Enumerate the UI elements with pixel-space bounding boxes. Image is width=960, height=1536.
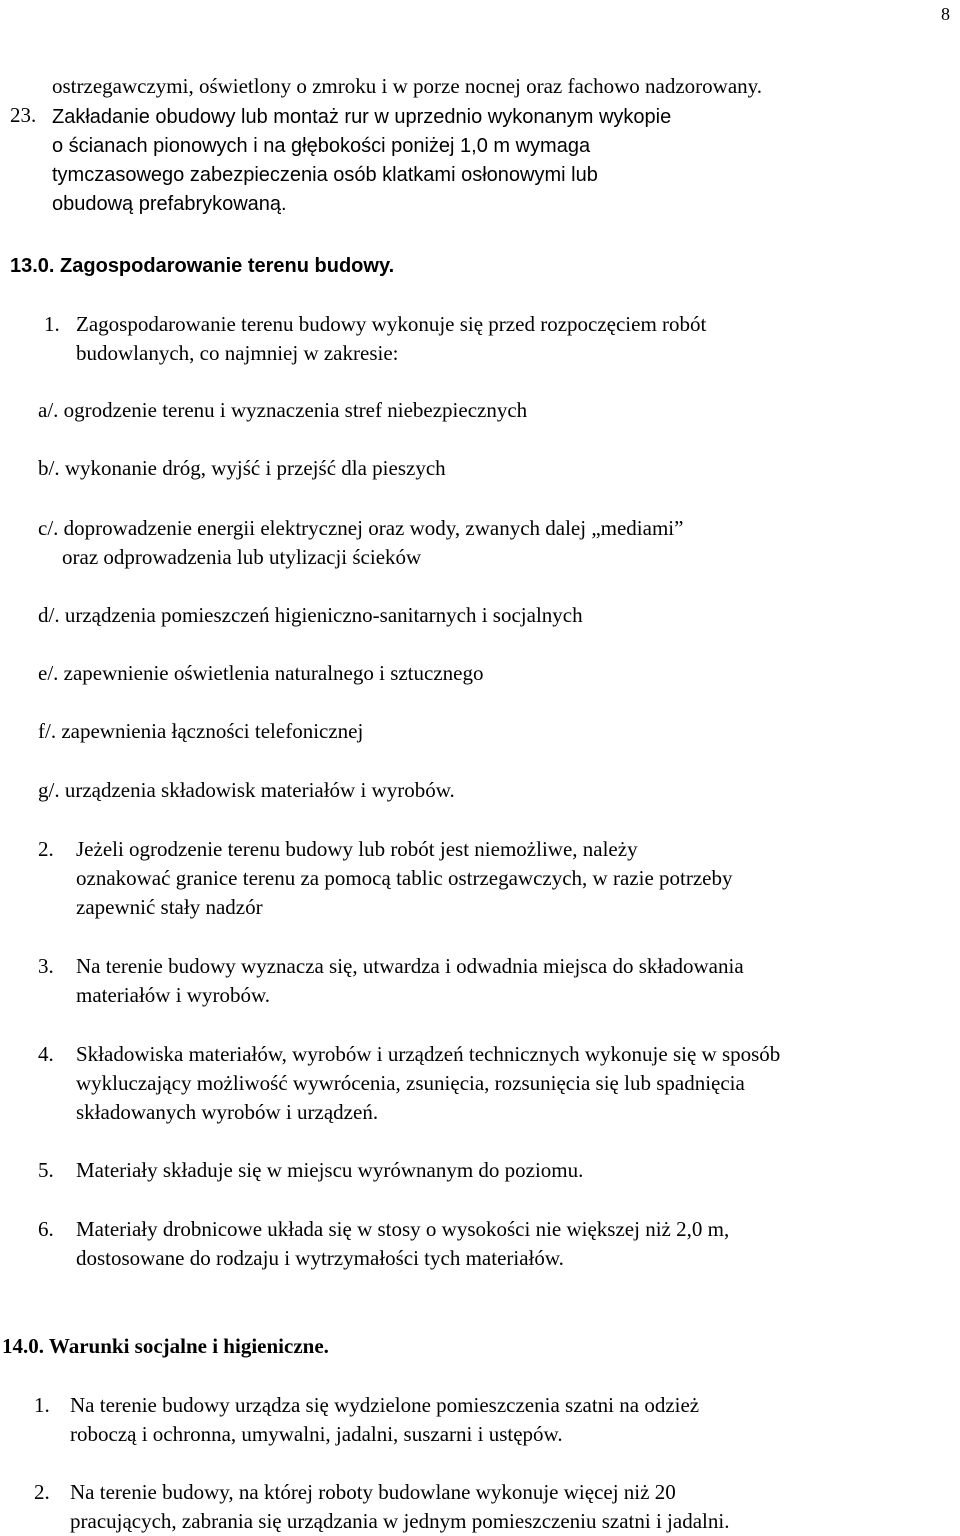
s13-p1-line: Zagospodarowanie terenu budowy wykonuje się przed rozpoczęciem robót xyxy=(76,312,707,336)
item-23-line: tymczasowego zabezpieczenia osób klatkami osłonowymi lub xyxy=(52,164,598,186)
s14-p1-line: roboczą i ochronna, umywalni, jadalni, suszarni i ustępów. xyxy=(70,1422,563,1446)
s13-p6-line: dostosowane do rodzaju i wytrzymałości tych materiałów. xyxy=(76,1246,564,1270)
list-item-c: c/. doprowadzenie energii elektrycznej oraz wody, zwanych dalej „mediami” xyxy=(38,516,684,540)
s13-p4-line: Składowiska materiałów, wyrobów i urządzeń technicznych wykonuje się w sposób xyxy=(76,1042,781,1066)
list-item-a: a/. ogrodzenie terenu i wyznaczenia stref niebezpiecznych xyxy=(38,398,528,422)
s13-p5-line: Materiały składuje się w miejscu wyrównanym do poziomu. xyxy=(76,1158,584,1182)
section-13-heading: 13.0. Zagospodarowanie terenu budowy. xyxy=(10,255,395,277)
list-item-b: b/. wykonanie dróg, wyjść i przejść dla pieszych xyxy=(38,456,446,480)
list-item-g: g/. urządzenia składowisk materiałów i wyrobów. xyxy=(38,778,455,802)
s13-p4-line: wykluczający możliwość wywrócenia, zsunięcia, rozsunięcia się lub spadnięcia xyxy=(76,1071,745,1095)
s14-p1-line: Na terenie budowy urządza się wydzielone pomieszczenia szatni na odzież xyxy=(70,1393,700,1417)
section-14-heading: 14.0. Warunki socjalne i higieniczne. xyxy=(2,1334,329,1358)
s13-p3-line: materiałów i wyrobów. xyxy=(76,983,271,1007)
item-23-line: o ścianach pionowych i na głębokości poniżej 1,0 m wymaga xyxy=(52,135,591,157)
s13-p1-number: 1. xyxy=(44,312,60,336)
list-item-d: d/. urządzenia pomieszczeń higieniczno-sanitarnych i socjalnych xyxy=(38,603,583,627)
s13-p3-line: Na terenie budowy wyznacza się, utwardza i odwadnia miejsca do składowania xyxy=(76,954,744,978)
list-item-c-continuation: oraz odprowadzenia lub utylizacji ścieków xyxy=(62,545,422,569)
s13-p1-line: budowlanych, co najmniej w zakresie: xyxy=(76,341,399,365)
s14-p1-number: 1. xyxy=(34,1393,50,1417)
item-23-number: 23. xyxy=(10,103,37,127)
list-item-e: e/. zapewnienie oświetlenia naturalnego i sztucznego xyxy=(38,661,484,685)
s14-p2-number: 2. xyxy=(34,1480,50,1504)
s13-p4-number: 4. xyxy=(38,1042,54,1066)
s13-p6-line: Materiały drobnicowe układa się w stosy o wysokości nie większej niż 2,0 m, xyxy=(76,1217,730,1241)
s13-p2-line: oznakować granice terenu za pomocą tablic ostrzegawczych, w razie potrzeby xyxy=(76,866,733,890)
s13-p3-number: 3. xyxy=(38,954,54,978)
s13-p4-line: składowanych wyrobów i urządzeń. xyxy=(76,1100,379,1124)
top-fragment: ostrzegawczymi, oświetlony o zmroku i w porze nocnej oraz fachowo nadzorowany. xyxy=(52,74,763,98)
s14-p2-line: pracujących, zabrania się urządzania w jednym pomieszczeniu szatni i jadalni. xyxy=(70,1509,730,1533)
page-number: 8 xyxy=(941,4,950,24)
s13-p6-number: 6. xyxy=(38,1217,54,1241)
s13-p2-line: Jeżeli ogrodzenie terenu budowy lub robót jest niemożliwe, należy xyxy=(76,837,638,861)
s13-p2-line: zapewnić stały nadzór xyxy=(76,895,263,919)
list-item-f: f/. zapewnienia łączności telefonicznej xyxy=(38,719,364,743)
s13-p2-number: 2. xyxy=(38,837,54,861)
s13-p5-number: 5. xyxy=(38,1158,54,1182)
item-23-line: obudową prefabrykowaną. xyxy=(52,193,287,215)
s14-p2-line: Na terenie budowy, na której roboty budowlane wykonuje więcej niż 20 xyxy=(70,1480,676,1504)
item-23-line: Zakładanie obudowy lub montaż rur w uprzednio wykonanym wykopie xyxy=(52,106,672,128)
